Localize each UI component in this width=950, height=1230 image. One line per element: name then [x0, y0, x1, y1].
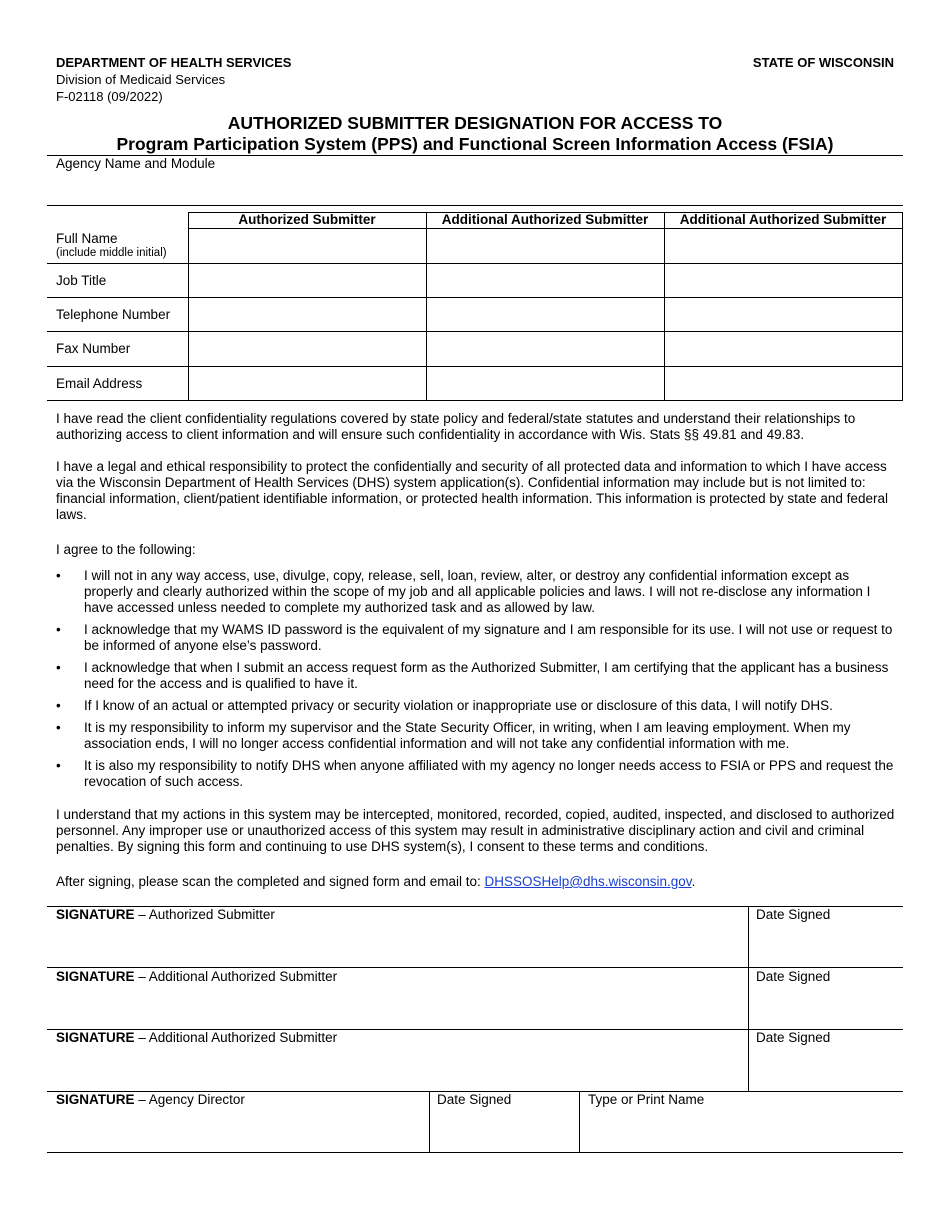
sig-rule: [47, 1152, 903, 1153]
table-bottom-border: [47, 400, 903, 401]
table-header-rule: [188, 228, 903, 229]
form-title-line2: Program Participation System (PPS) and Functional Screen Information Access (FSIA): [116, 134, 834, 154]
form-number: F-02118 (09/2022): [56, 89, 163, 104]
signature-authorized-submitter-field[interactable]: [49, 926, 746, 966]
list-item: • It is also my responsibility to notify DHS when anyone affiliated with my agency no longer needs access to FSIA or PPS and request the revocation of such access.: [56, 758, 898, 790]
telephone-field-3[interactable]: [666, 299, 901, 330]
date-signed-field-2[interactable]: [750, 988, 902, 1028]
row-label-telephone: Telephone Number: [56, 307, 171, 322]
signature-word: SIGNATURE: [56, 1030, 135, 1045]
email-field-2[interactable]: [428, 368, 663, 399]
signature-word: SIGNATURE: [56, 1092, 135, 1107]
col-header-additional-submitter-2: Additional Authorized Submitter: [679, 212, 887, 227]
help-email-link[interactable]: DHSSOSHelp@dhs.wisconsin.gov: [484, 874, 692, 889]
confidentiality-paragraph: I have read the client confidentiality regulations covered by state policy and federal/state statutes and understand their relationships to authorizing access to client information and will ensure such confidentiality in accordance with Wis. Stats §§ 49.81 and 49.83.: [56, 411, 856, 442]
signature-additional-submitter-2-label: [56, 1030, 337, 1045]
agency-name-field[interactable]: [230, 158, 900, 202]
agency-bottom-rule: [47, 205, 903, 206]
row-label-job-title: Job Title: [56, 273, 107, 288]
table-col-divider: [426, 212, 427, 400]
job-title-field-1[interactable]: [190, 265, 425, 296]
fax-field-2[interactable]: [428, 333, 663, 365]
state-name: STATE OF WISCONSIN: [752, 55, 894, 70]
table-row-rule: [47, 366, 903, 367]
email-field-3[interactable]: [666, 368, 901, 399]
date-signed-label: Date Signed: [756, 969, 831, 984]
signature-word: SIGNATURE: [56, 907, 135, 922]
agreement-list: [56, 568, 898, 796]
signature-additional-submitter-2-field[interactable]: [49, 1049, 746, 1090]
table-row-rule: [47, 331, 903, 332]
table-col-divider: [664, 212, 665, 400]
row-label-full-name: Full Name: [56, 231, 118, 246]
email-field-1[interactable]: [190, 368, 425, 399]
row-label-fax: Fax Number: [56, 341, 131, 356]
full-name-field-2[interactable]: [428, 230, 663, 262]
monitoring-paragraph: I understand that my actions in this system may be intercepted, monitored, recorded, copied, audited, inspected, and disclosed to authorized personnel. Any improper use or unauthorized access of this system may result in administrative disciplinary action and civil and criminal penalties. By signing this form and continuing to use DHS system(s), I consent to these terms and conditions.: [56, 807, 895, 854]
full-name-field-1[interactable]: [190, 230, 425, 262]
row-label-email: Email Address: [56, 376, 143, 391]
fax-field-1[interactable]: [190, 333, 425, 365]
print-name-field[interactable]: [581, 1111, 902, 1151]
job-title-field-3[interactable]: [666, 265, 901, 296]
col-header-authorized-submitter: Authorized Submitter: [238, 212, 376, 227]
sig-col-divider: [429, 1091, 430, 1152]
telephone-field-1[interactable]: [190, 299, 425, 330]
after-signing-text: After signing, please scan the completed and signed form and email to:: [56, 874, 481, 889]
date-signed-label: Date Signed: [437, 1092, 512, 1107]
responsibility-paragraph: I have a legal and ethical responsibility to protect the confidentially and security of all protected data and information to which I have access via the Wisconsin Department of Health Services (DHS) system application(s). Confidential information may include but is not limited to: financial information, client/patient identifiable information, or protected health information. This information is protected by state and federal laws.: [56, 459, 888, 522]
col-header-additional-submitter-1: Additional Authorized Submitter: [441, 212, 649, 227]
list-item: • I acknowledge that my WAMS ID password is the equivalent of my signature and I am responsible for its use. I will not use or request to be informed of anyone else’s password.: [56, 622, 898, 654]
department-name: DEPARTMENT OF HEALTH SERVICES: [56, 55, 292, 70]
division-name: Division of Medicaid Services: [56, 72, 226, 87]
signature-role: – Agency Director: [138, 1092, 245, 1107]
list-item: • I acknowledge that when I submit an access request form as the Authorized Submitter, I am certifying that the applicant has a business need for the access and is qualified to have it.: [56, 660, 898, 692]
sig-col-divider: [748, 906, 749, 1091]
form-title-line1: AUTHORIZED SUBMITTER DESIGNATION FOR ACCESS TO: [227, 113, 723, 133]
signature-role: – Additional Authorized Submitter: [138, 969, 338, 984]
date-signed-field-4[interactable]: [431, 1111, 577, 1151]
row-sublabel-middle-initial: (include middle initial): [56, 247, 167, 259]
signature-agency-director-label: [56, 1092, 245, 1107]
signature-additional-submitter-1-field[interactable]: [49, 988, 746, 1028]
signature-additional-submitter-1-label: [56, 969, 337, 984]
job-title-field-2[interactable]: [428, 265, 663, 296]
after-signing-period: .: [691, 874, 696, 889]
signature-role: – Authorized Submitter: [138, 907, 275, 922]
date-signed-field-1[interactable]: [750, 926, 902, 966]
agency-name-label: Agency Name and Module: [56, 156, 216, 171]
agree-heading: I agree to the following:: [56, 542, 196, 557]
print-name-label: Type or Print Name: [588, 1092, 705, 1107]
list-item: • It is my responsibility to inform my supervisor and the State Security Officer, in writing, when I am leaving employment. When my association ends, I will no longer access confidential information and will not take any confidential information with me.: [56, 720, 898, 752]
date-signed-field-3[interactable]: [750, 1049, 902, 1090]
sig-col-divider: [579, 1091, 580, 1152]
signature-agency-director-field[interactable]: [49, 1111, 427, 1151]
table-right-border: [902, 212, 903, 400]
sig-rule: [47, 967, 903, 968]
full-name-field-3[interactable]: [666, 230, 901, 262]
list-item: • If I know of an actual or attempted privacy or security violation or inappropriate use or disclosure of this data, I will notify DHS.: [56, 698, 898, 714]
signature-word: SIGNATURE: [56, 969, 135, 984]
telephone-field-2[interactable]: [428, 299, 663, 330]
list-item: • I will not in any way access, use, divulge, copy, release, sell, loan, review, alter, or destroy any confidential information except as properly and clearly authorized within the scope of my job and all applicable policies and laws. I will not re-disclose any information I have accessed unless needed to complete my authorized task and as allowed by law.: [56, 568, 898, 616]
table-col-divider: [188, 212, 189, 400]
fax-field-3[interactable]: [666, 333, 901, 365]
signature-role: – Additional Authorized Submitter: [138, 1030, 338, 1045]
after-signing-instruction: [56, 874, 898, 890]
date-signed-label: Date Signed: [756, 907, 831, 922]
table-row-rule: [47, 263, 903, 264]
signature-authorized-submitter-label: [56, 907, 275, 922]
date-signed-label: Date Signed: [756, 1030, 831, 1045]
table-row-rule: [47, 297, 903, 298]
